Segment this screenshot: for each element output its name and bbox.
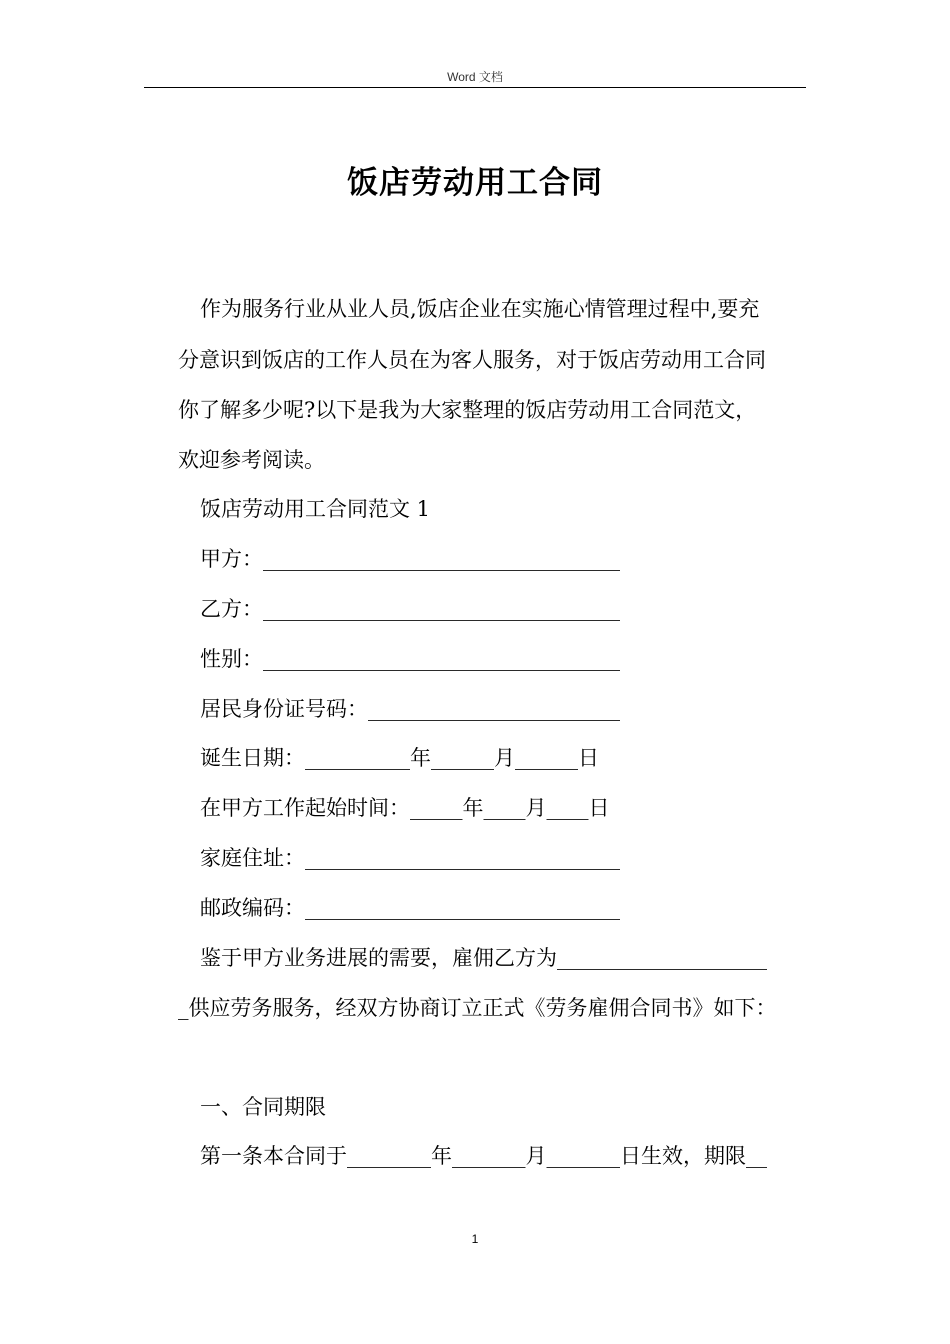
page-number: 1 (471, 1232, 479, 1246)
page-header: Word 文档 (447, 70, 503, 84)
field-party-b: 乙方：__________________________________ (200, 597, 620, 621)
field-gender: 性别：__________________________________ (200, 647, 620, 671)
header-divider (144, 87, 806, 88)
field-birth-date: 诞生日期：__________年______月______日 (200, 746, 599, 770)
section-heading: 一、合同期限 (200, 1095, 326, 1119)
intro-line-1: 作为服务行业从业人员,饭店企业在实施心情管理过程中,要充 (200, 297, 760, 321)
clause-intro-line-2: _供应劳务服务，经双方协商订立正式《劳务雇佣合同书》如下： (178, 996, 777, 1020)
intro-line-3: 你了解多少呢?以下是我为大家整理的饭店劳动用工合同范文， (178, 398, 757, 422)
field-start-time: 在甲方工作起始时间：_____年____月____日 (200, 796, 610, 820)
intro-line-4: 欢迎参考阅读。 (178, 448, 325, 472)
field-id-number: 居民身份证号码：________________________ (200, 697, 620, 721)
contract-subtitle: 饭店劳动用工合同范文 1 (200, 497, 431, 521)
field-postcode: 邮政编码：______________________________ (200, 896, 620, 920)
intro-line-2: 分意识到饭店的工作人员在为客人服务，对于饭店劳动用工合同 (178, 348, 766, 372)
article-1-text: 第一条本合同于________年_______月_______日生效，期限__ (200, 1144, 767, 1168)
field-address: 家庭住址：______________________________ (200, 846, 620, 870)
document-title: 饭店劳动用工合同 (347, 165, 603, 201)
field-party-a: 甲方：__________________________________ (200, 547, 620, 571)
clause-intro-line-1: 鉴于甲方业务进展的需要，雇佣乙方为____________________ (200, 946, 767, 970)
